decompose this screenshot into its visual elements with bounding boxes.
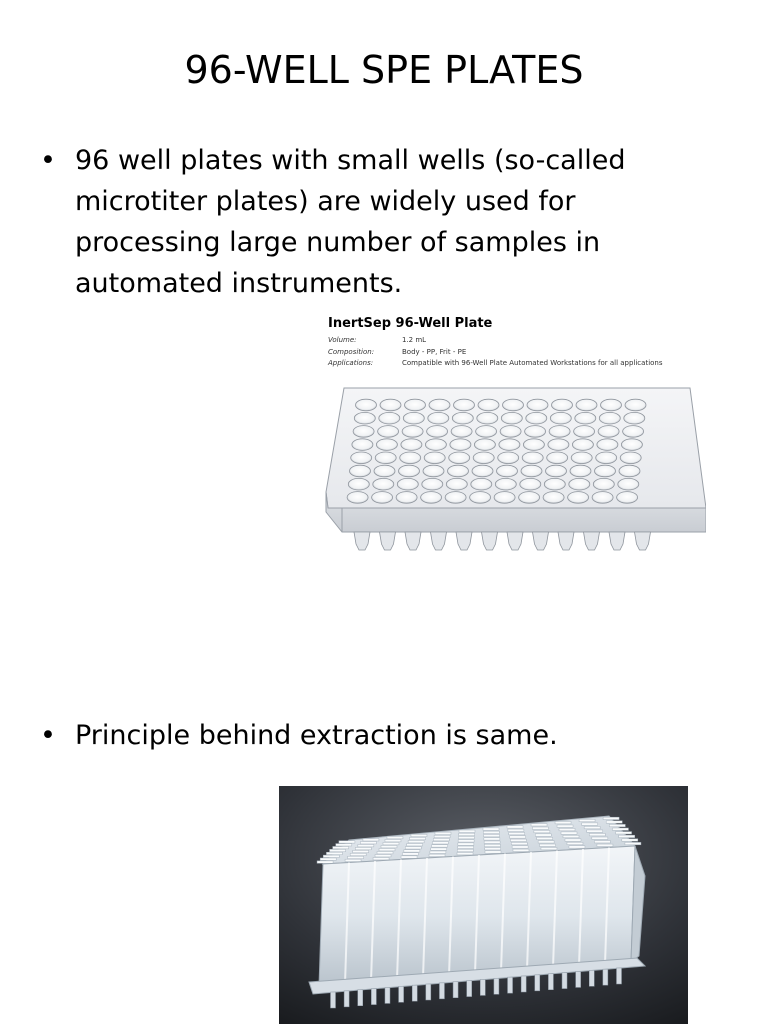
well-icon <box>478 399 499 411</box>
photo-tip-icon <box>426 984 431 1000</box>
well-icon <box>599 412 620 424</box>
photo-well-icon <box>458 836 474 838</box>
photo-well-icon <box>589 833 605 835</box>
well-icon <box>347 492 368 504</box>
well-icon <box>571 452 592 464</box>
well-icon <box>572 439 593 451</box>
photo-well-icon <box>404 850 420 852</box>
photo-well-icon <box>350 853 366 855</box>
photo-well-icon <box>582 823 598 825</box>
well-icon <box>403 412 424 424</box>
bullet-symbol: • <box>40 145 56 176</box>
photo-well-icon <box>532 827 548 829</box>
spec-row-composition <box>328 348 466 356</box>
drain-tip-icon <box>380 532 396 550</box>
well-icon <box>380 399 401 411</box>
well-icon <box>423 465 444 477</box>
well-icon <box>356 399 377 411</box>
well-icon <box>593 478 614 490</box>
photo-well-icon <box>625 842 641 844</box>
well-plate-photo-image <box>279 786 688 1024</box>
photo-tip-icon <box>494 978 499 994</box>
well-icon <box>422 478 443 490</box>
photo-well-icon <box>555 821 571 823</box>
well-icon <box>376 439 397 451</box>
well-icon <box>621 439 642 451</box>
photo-well-icon <box>484 841 500 843</box>
spec-value: 1.2 mL <box>402 336 427 344</box>
photo-well-icon <box>511 842 527 844</box>
photo-well-icon <box>458 843 474 845</box>
well-icon <box>421 492 442 504</box>
well-icon <box>378 426 399 438</box>
well-icon <box>592 492 613 504</box>
photo-well-icon <box>559 828 575 830</box>
well-icon <box>448 465 469 477</box>
photo-tip-icon <box>521 976 526 992</box>
well-icon <box>375 452 396 464</box>
photo-well-icon <box>597 844 613 846</box>
drain-tip-icon <box>405 532 421 550</box>
photo-tip-icon <box>344 991 349 1007</box>
well-icon <box>596 452 617 464</box>
photo-tip-icon <box>480 979 485 995</box>
drain-tip-icon <box>354 532 370 550</box>
well-icon <box>424 452 445 464</box>
photo-well-icon <box>355 847 371 849</box>
photo-tip-icon <box>508 977 513 993</box>
well-icon <box>471 478 492 490</box>
photo-well-icon <box>317 861 333 863</box>
slide-title: 96-WELL SPE PLATES <box>184 48 584 92</box>
photo-well-icon <box>430 851 446 853</box>
photo-tip-icon <box>576 971 581 987</box>
well-icon <box>454 399 475 411</box>
photo-tip-icon <box>453 982 458 998</box>
photo-well-icon <box>565 839 581 841</box>
photo-well-icon <box>512 846 528 848</box>
well-icon <box>425 439 446 451</box>
photo-well-icon <box>363 839 379 841</box>
well-icon <box>477 412 498 424</box>
well-icon <box>568 492 589 504</box>
photo-well-icon <box>379 848 395 850</box>
well-icon <box>397 478 418 490</box>
well-icon <box>550 412 571 424</box>
well-icon <box>527 399 548 411</box>
well-icon <box>351 452 372 464</box>
photo-well-icon <box>507 826 523 828</box>
photo-tip-icon <box>548 974 553 990</box>
well-icon <box>544 478 565 490</box>
photo-well-icon <box>484 834 500 836</box>
drain-tip-icon <box>507 532 523 550</box>
photo-well-icon <box>432 842 448 844</box>
well-icon <box>570 465 591 477</box>
well-icon <box>350 465 371 477</box>
photo-well-icon <box>457 849 473 851</box>
well-icon <box>520 478 541 490</box>
spec-value: Body - PP, Frit - PE <box>402 348 467 356</box>
well-icon <box>522 452 543 464</box>
photo-well-icon <box>377 851 393 853</box>
photo-well-icon <box>567 842 583 844</box>
spec-label: Applications: <box>328 359 374 367</box>
well-icon <box>601 399 622 411</box>
spec-label: Volume: <box>328 336 357 344</box>
photo-well-icon <box>540 844 556 846</box>
well-icon <box>473 452 494 464</box>
photo-well-icon <box>333 846 349 848</box>
well-icon <box>452 412 473 424</box>
well-icon <box>521 465 542 477</box>
drain-tip-icon <box>635 532 651 550</box>
well-icon <box>546 465 567 477</box>
well-icon <box>595 465 616 477</box>
well-icon <box>497 465 518 477</box>
drain-tip-icon <box>482 532 498 550</box>
well-icon <box>548 439 569 451</box>
photo-well-icon <box>594 841 610 843</box>
photo-tip-icon <box>589 970 594 986</box>
bullet-text: Principle behind extraction is same. <box>75 720 558 751</box>
photo-well-icon <box>484 844 500 846</box>
well-icon <box>451 426 472 438</box>
well-icon <box>598 426 619 438</box>
well-icon <box>498 452 519 464</box>
well-icon <box>472 465 493 477</box>
photo-well-icon <box>584 826 600 828</box>
well-icon <box>617 492 638 504</box>
well-icon <box>401 439 422 451</box>
bullet-item-1 <box>40 140 720 304</box>
photo-well-icon <box>432 845 448 847</box>
photo-well-icon <box>508 829 524 831</box>
photo-well-icon <box>339 841 355 843</box>
photo-well-icon <box>410 837 426 839</box>
photo-well-icon <box>531 824 547 826</box>
well-icon <box>625 399 646 411</box>
well-icon <box>549 426 570 438</box>
drain-tip-icon <box>431 532 447 550</box>
well-icon <box>624 412 645 424</box>
spec-label: Composition: <box>328 348 375 356</box>
well-icon <box>525 426 546 438</box>
photo-well-icon <box>535 834 551 836</box>
well-icon <box>402 426 423 438</box>
well-icon <box>523 439 544 451</box>
well-icon <box>352 439 373 451</box>
photo-tip-icon <box>603 969 608 985</box>
photo-well-icon <box>457 852 473 854</box>
well-icon <box>470 492 491 504</box>
well-icon <box>353 426 374 438</box>
photo-well-icon <box>407 844 423 846</box>
well-icon <box>569 478 590 490</box>
photo-tip-icon <box>412 985 417 1001</box>
photo-well-icon <box>534 830 550 832</box>
well-icon <box>597 439 618 451</box>
well-icon <box>354 412 375 424</box>
photo-well-icon <box>435 832 451 834</box>
photo-well-icon <box>561 832 577 834</box>
well-icon <box>396 492 417 504</box>
photo-well-icon <box>609 824 625 826</box>
spec-value: Compatible with 96-Well Plate Automated Workstations for all applications <box>402 359 663 367</box>
well-icon <box>526 412 547 424</box>
well-icon <box>405 399 426 411</box>
photo-well-icon <box>458 840 474 842</box>
photo-tip-icon <box>535 975 540 991</box>
photo-well-icon <box>606 821 622 823</box>
photo-well-icon <box>408 840 424 842</box>
photo-well-icon <box>513 849 529 851</box>
photo-well-icon <box>345 859 361 861</box>
photo-tip-icon <box>331 992 336 1008</box>
photo-well-icon <box>411 834 427 836</box>
well-icon <box>494 492 515 504</box>
drain-tip-icon <box>558 532 574 550</box>
photo-well-icon <box>387 836 403 838</box>
well-icon <box>619 465 640 477</box>
well-icon <box>495 478 516 490</box>
photo-well-icon <box>336 844 352 846</box>
well-icon <box>450 439 471 451</box>
drain-tip-icon <box>533 532 549 550</box>
well-icon <box>618 478 639 490</box>
bullet-text: 96 well plates with small wells (so-called microtiter plates) are widely used for processing large number of samples in automated instruments. <box>75 145 626 299</box>
well-icon <box>446 478 467 490</box>
photo-well-icon <box>373 858 389 860</box>
photo-well-icon <box>323 855 339 857</box>
photo-well-icon <box>434 835 450 837</box>
photo-tip-icon <box>617 968 622 984</box>
spec-row-applications <box>328 359 663 367</box>
photo-well-icon <box>484 838 500 840</box>
photo-well-icon <box>569 846 585 848</box>
bullet-item-2 <box>40 715 720 756</box>
well-plate-photo <box>279 786 688 1024</box>
well-icon <box>474 439 495 451</box>
photo-well-icon <box>358 844 374 846</box>
photo-well-icon <box>616 832 632 834</box>
photo-well-icon <box>483 828 499 830</box>
photo-well-icon <box>510 839 526 841</box>
photo-tip-icon <box>439 983 444 999</box>
photo-well-icon <box>485 851 501 853</box>
well-icon <box>379 412 400 424</box>
photo-well-icon <box>459 833 475 835</box>
well-icon <box>427 426 448 438</box>
well-plate-diagram-figure <box>322 312 706 560</box>
photo-well-icon <box>563 835 579 837</box>
photo-tip-icon <box>358 990 363 1006</box>
drain-tip-icon <box>584 532 600 550</box>
well-icon <box>445 492 466 504</box>
photo-well-icon <box>619 835 635 837</box>
photo-well-icon <box>458 846 474 848</box>
photo-well-icon <box>402 853 418 855</box>
well-icon <box>575 412 596 424</box>
photo-well-icon <box>326 852 342 854</box>
well-icon <box>620 452 641 464</box>
photo-well-icon <box>538 841 554 843</box>
bullet-symbol: • <box>40 720 56 751</box>
photo-well-icon <box>401 856 417 858</box>
photo-well-icon <box>320 858 336 860</box>
photo-well-icon <box>353 850 369 852</box>
well-icon <box>372 492 393 504</box>
photo-well-icon <box>612 828 628 830</box>
well-icon <box>576 399 597 411</box>
photo-tip-icon <box>467 981 472 997</box>
well-icon <box>552 399 573 411</box>
well-icon <box>429 399 450 411</box>
well-icon <box>500 426 521 438</box>
well-icon <box>503 399 524 411</box>
photo-well-icon <box>433 838 449 840</box>
well-icon <box>623 426 644 438</box>
well-icon <box>399 465 420 477</box>
spec-row-volume <box>328 336 426 344</box>
well-icon <box>501 412 522 424</box>
well-icon <box>574 426 595 438</box>
photo-well-icon <box>509 832 525 834</box>
photo-tip-icon <box>399 986 404 1002</box>
photo-well-icon <box>381 845 397 847</box>
well-icon <box>499 439 520 451</box>
photo-well-icon <box>592 837 608 839</box>
photo-well-icon <box>405 847 421 849</box>
photo-well-icon <box>587 830 603 832</box>
photo-tip-icon <box>371 989 376 1005</box>
photo-tip-icon <box>562 973 567 989</box>
photo-well-icon <box>330 849 346 851</box>
photo-well-icon <box>537 837 553 839</box>
photo-well-icon <box>459 830 475 832</box>
well-icon <box>449 452 470 464</box>
photo-well-icon <box>375 855 391 857</box>
photo-well-icon <box>622 839 638 841</box>
drain-tip-icon <box>456 532 472 550</box>
well-icon <box>476 426 497 438</box>
photo-well-icon <box>541 847 557 849</box>
well-icon <box>547 452 568 464</box>
well-icon <box>373 478 394 490</box>
well-icon <box>348 478 369 490</box>
well-icon <box>428 412 449 424</box>
photo-well-icon <box>579 819 595 821</box>
well-icon <box>519 492 540 504</box>
photo-well-icon <box>431 848 447 850</box>
photo-well-icon <box>348 856 364 858</box>
photo-well-icon <box>483 831 499 833</box>
photo-well-icon <box>360 842 376 844</box>
well-icon <box>374 465 395 477</box>
photo-well-icon <box>510 836 526 838</box>
photo-well-icon <box>383 842 399 844</box>
well-icon <box>400 452 421 464</box>
photo-well-icon <box>429 854 445 856</box>
photo-tip-icon <box>385 987 390 1003</box>
photo-well-icon <box>557 825 573 827</box>
photo-well-icon <box>385 839 401 841</box>
figure-spec-heading: InertSep 96-Well Plate <box>328 316 493 331</box>
well-icon <box>543 492 564 504</box>
photo-well-icon <box>603 817 619 819</box>
photo-well-icon <box>485 848 501 850</box>
drain-tip-icon <box>609 532 625 550</box>
